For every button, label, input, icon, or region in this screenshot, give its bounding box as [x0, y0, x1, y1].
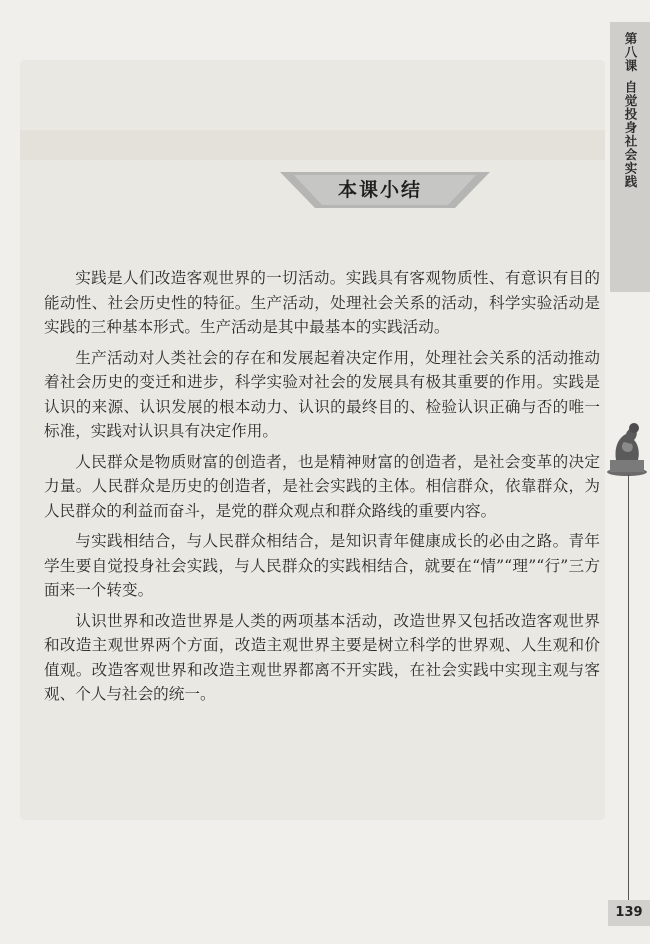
side-rule-line: [628, 474, 629, 910]
summary-content: [44, 266, 600, 713]
summary-paragraph: 人民群众是物质财富的创造者，也是精神财富的创造者，是社会变革的决定力量。人民群众是历史的创造者，是社会实践的主体。相信群众，依靠群众，为人民群众的利益而奋斗，是党的群众观点和群众路线的重要内容。: [44, 452, 600, 520]
summary-paragraph: 生产活动对人类社会的存在和发展起着决定作用，处理社会关系的活动推动着社会历史的变迁和进步，科学实验对社会的发展具有极其重要的作用。实践是认识的来源、认识发展的根本动力、认识的最终目的、检验认识正确与否的唯一标准，实践对认识具有决定作用。: [44, 348, 600, 440]
summary-title: 本课小结: [337, 179, 422, 201]
summary-paragraph: 实践是人们改造客观世界的一切活动。实践具有客观物质性、有意识有目的能动性、社会历史性的特征。生产活动，处理社会关系的活动，科学实验活动是实践的三种基本形式。生产活动是其中最基本的实践活动。: [44, 269, 600, 336]
summary-paragraph: 认识世界和改造世界是人类的两项基本活动，改造世界又包括改造客观世界和改造主观世界两个方面，改造主观世界主要是树立科学的世界观、人生观和价值观。改造客观世界和改造主观世界都离不开实践，在社会实践中实现主观与客观、个人与社会的统一。: [44, 611, 600, 703]
side-tab-lesson: 第八课: [623, 32, 638, 73]
background-bleed-band: [20, 130, 605, 160]
side-tab-title: 自觉投身社会实践: [623, 80, 638, 189]
chapter-side-label: [617, 32, 643, 189]
thinker-statue-icon: [604, 412, 650, 478]
page-number: 139: [608, 900, 650, 926]
summary-paragraph: 与实践相结合，与人民群众相结合，是知识青年健康成长的必由之路。青年学生要自觉投身社会实践，与人民群众的实践相结合，就要在“情”“理”“行”三方面来一个转变。: [44, 532, 600, 599]
